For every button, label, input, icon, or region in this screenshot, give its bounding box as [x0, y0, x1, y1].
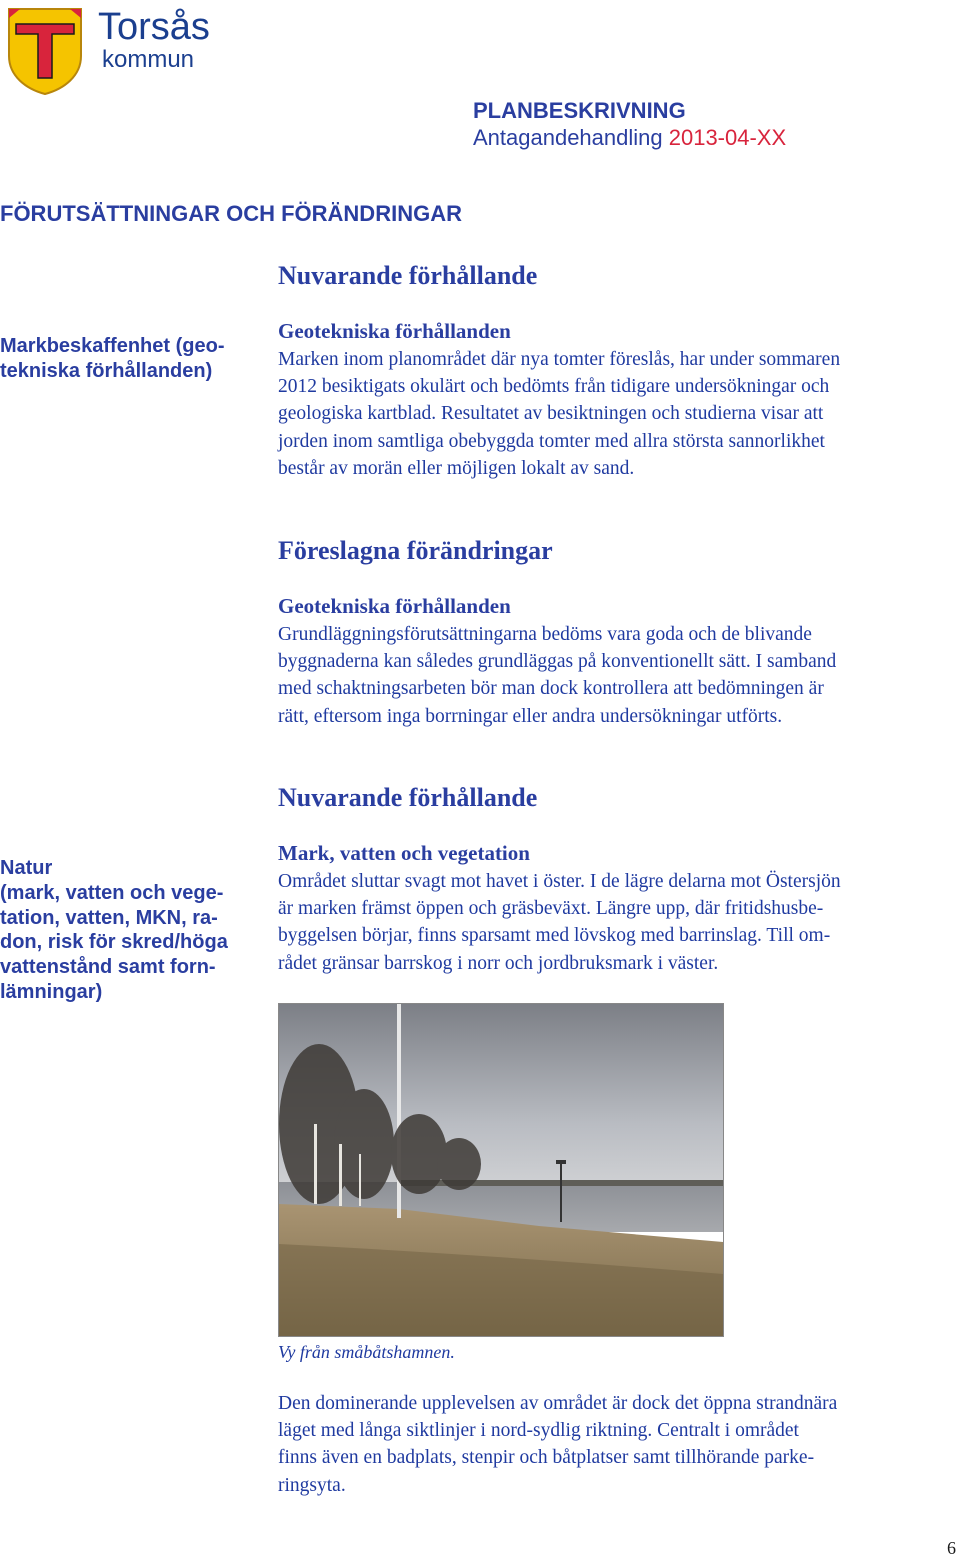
text-line: Området sluttar svagt mot havet i öster. I de lägre delarna mot Östersjön — [278, 871, 841, 892]
text-line: läget med långa siktlinjer i nord-sydlig riktning. Centralt i området — [278, 1420, 799, 1442]
subheading-geotechnical-proposed: Geotekniska förhållanden — [278, 594, 511, 618]
photo-caption: Vy från småbåtshamnen. — [278, 1342, 455, 1362]
text-line: Marken inom planområdet där nya tomter föreslås, har under sommaren — [278, 349, 841, 370]
side-label-line: Natur — [0, 857, 53, 879]
page-number: 6 — [947, 1538, 956, 1558]
paragraph-nature-after — [278, 1390, 960, 1499]
paragraph-nature-current — [278, 868, 960, 977]
text-line: byggelsen börjar, finns sparsamt med lövskog med barrinslag. Till om- — [278, 925, 831, 947]
text-line: byggnaderna kan således grundläggas på konventionellt sätt. I samband — [278, 651, 837, 673]
side-label-line: tekniska förhållanden) — [0, 360, 213, 382]
side-label-line: vattenstånd samt forn- — [0, 956, 216, 979]
harbour-photo-illustration — [279, 1004, 723, 1336]
logo-name: Torsås — [98, 6, 210, 48]
paragraph-geotechnical-proposed — [278, 621, 960, 730]
paragraph-geotechnical-current — [278, 346, 960, 482]
section-title: FÖRUTSÄTTNINGAR OCH FÖRÄNDRINGAR — [0, 201, 462, 226]
side-label-line: Markbeskaffenhet (geo- — [0, 335, 225, 357]
torsas-logo — [6, 6, 210, 96]
heading-current-conditions: Nuvarande förhållande — [278, 261, 538, 290]
side-label-geotechnical — [0, 334, 255, 384]
text-line: med schaktningsarbeten bör man dock kontrollera att bedömningen är — [278, 678, 824, 700]
heading-proposed-changes: Föreslagna förändringar — [278, 536, 553, 565]
text-line: jorden inom samtliga obebyggda tomter med allra största sannorlikhet — [278, 430, 825, 452]
text-line: Grundläggningsförutsättningarna bedöms vara goda och de blivande — [278, 624, 812, 645]
text-line: består av morän eller möjligen lokalt av sand. — [278, 457, 635, 479]
text-line: ringsyta. — [278, 1474, 346, 1496]
text-line: rådet gränsar barrskog i norr och jordbruksmark i väster. — [278, 952, 719, 974]
side-label-line: (mark, vatten och vege- — [0, 881, 224, 904]
text-line: geologiska kartblad. Resultatet av besiktningen och studierna visar att — [278, 403, 824, 425]
subheading-land-water-vegetation: Mark, vatten och vegetation — [278, 841, 530, 865]
status-prefix: Antagandehandling — [473, 125, 669, 150]
status-date: 2013-04-XX — [668, 125, 787, 150]
text-line: rätt, eftersom inga borrningar eller andra undersökningar utförts. — [278, 705, 783, 727]
text-line: är marken främst öppen och gräsbeväxt. Längre upp, där fritidshusbe- — [278, 898, 824, 920]
text-line: Den dominerande upplevelsen av området är dock det öppna strandnära — [278, 1393, 838, 1414]
subheading-geotechnical: Geotekniska förhållanden — [278, 319, 511, 343]
coat-of-arms-icon — [6, 6, 84, 96]
side-label-line: lämningar) — [0, 980, 103, 1003]
text-line: finns även en badplats, stenpir och båtplatser samt tillhörande parke- — [278, 1447, 815, 1469]
side-label-line: don, risk för skred/höga — [0, 931, 228, 954]
side-label-line: tation, vatten, MKN, ra- — [0, 906, 218, 929]
document-type: PLANBESKRIVNING — [473, 98, 686, 123]
heading-current-conditions-nature: Nuvarande förhållande — [278, 783, 538, 812]
text-line: 2012 besiktigats okulärt och bedömts från tidigare undersökningar och — [278, 376, 830, 398]
harbour-photo — [278, 1003, 724, 1337]
side-label-nature — [0, 856, 255, 1005]
logo-subtitle: kommun — [102, 46, 195, 73]
document-status — [473, 125, 786, 151]
